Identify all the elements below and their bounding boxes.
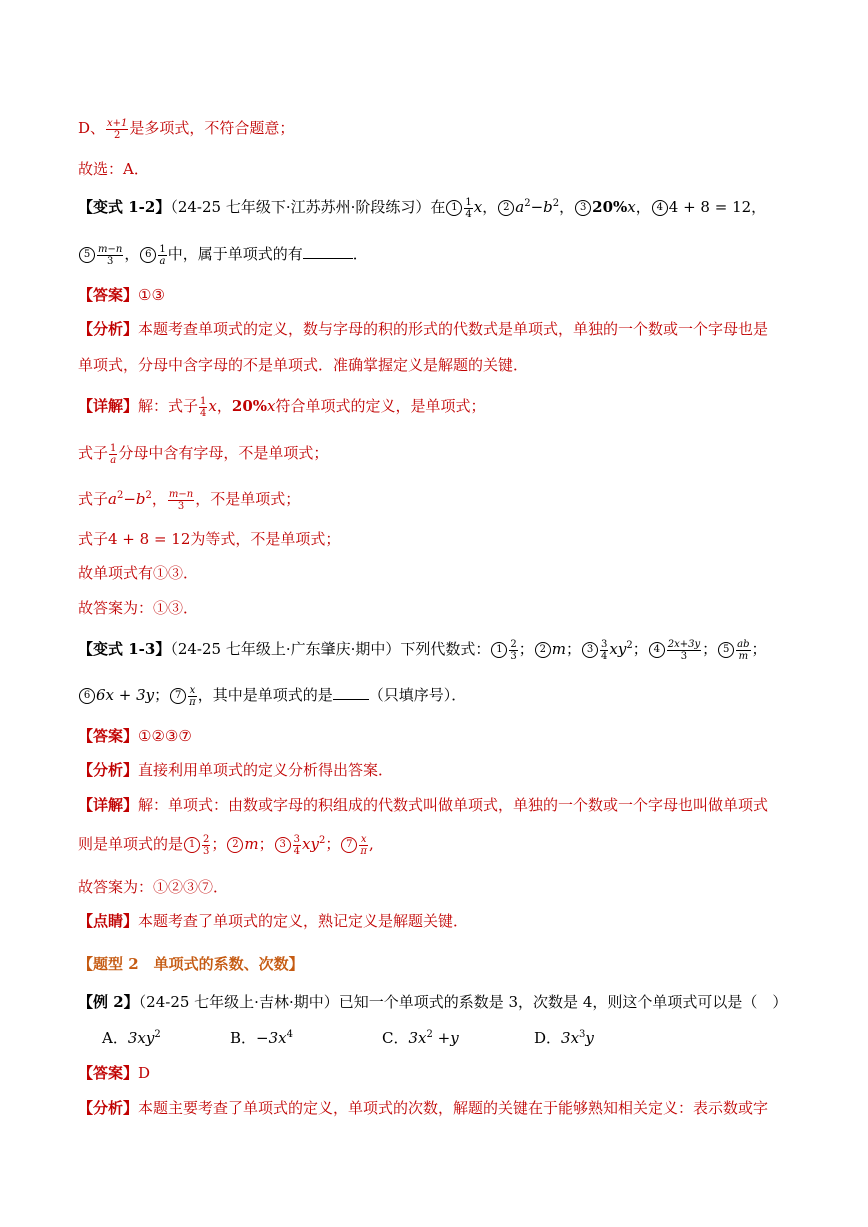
detail-1-2-line2: 式子 $\frac{1}{a}$ 分母中含有字母，不是单项式； xyxy=(78,442,329,466)
choose-line: 故选：A． xyxy=(78,160,149,178)
answer-1-2: 【答案】①③ xyxy=(78,286,165,304)
detail-1-2-line6: 故答案为：①③． xyxy=(78,599,199,617)
answer-blank xyxy=(303,244,353,259)
detail-1-2-line1: 【详解】解：式子 $\frac{1}{4}$ x，20%x符合单项式的定义，是单项式； xyxy=(78,395,486,419)
example-2-question: 【例 2】（24-25 七年级上·吉林·期中）已知一个单项式的系数是 3，次数是 4，则这个单项式可以是（ ） xyxy=(78,993,788,1011)
option-d-line xyxy=(78,117,798,141)
option-text: 是多项式，不符合题意； xyxy=(129,119,295,137)
source: （24-25 七年级下·江苏苏州·阶段练习） xyxy=(170,198,431,216)
option-c: C．$3x^2 +y$ xyxy=(382,1029,459,1047)
detail-1-3-line2: 则是单项式的是 1 $\frac{2}{3}$ ； 2 m； 3 $\frac{3}{4}$ $xy^2$； 7 $\frac{x}{\pi}$ , xyxy=(78,833,374,857)
option-label: D、 xyxy=(78,119,106,137)
variant-1-3-line1: 【变式 1-3】（24-25 七年级上·广东肇庆·期中）下列代数式： 1 $\frac{2}{3}$ ； 2 m； 3 $\frac{3}{4}$ $xy^2$； 4 $\frac{2x+3y}{3}$ ； 5 $\frac{ab}{m}$ ； xyxy=(78,638,767,662)
variant-1-2-line1: 【变式 1-2】（24-25 七年级下·江苏苏州·阶段练习）在 1 $\frac{1}{4}$ x， 2 $a^2-b^2$， 3 20%x， 4 4 + 8 = 12， xyxy=(78,196,767,220)
answer-2: 【答案】D xyxy=(78,1064,151,1082)
option-b: B．$-3x^4$ xyxy=(230,1029,293,1047)
variant-1-3-line2: 6 6x + 3y； 7 $\frac{x}{\pi}$ ，其中是单项式的是 （只填序号）． xyxy=(78,684,798,708)
detail-1-2-line4: 式子4 + 8 = 12为等式，不是单项式； xyxy=(78,530,341,548)
detail-1-2-line5: 故单项式有①③． xyxy=(78,564,199,582)
answer-1-3: 【答案】①②③⑦ xyxy=(78,727,192,745)
point-1-3: 【点睛】本题考查了单项式的定义，熟记定义是解题关键． xyxy=(78,912,469,930)
option-d: D．$3x^3y$ xyxy=(534,1029,594,1047)
section-heading-type-2: 【题型 2 单项式的系数、次数】 xyxy=(78,955,304,973)
analysis-1-2-line2: 单项式，分母中含字母的不是单项式．准确掌握定义是解题的关键． xyxy=(78,356,529,374)
analysis-2: 【分析】本题主要考查了单项式的定义，单项式的次数，解题的关键在于能够熟知相关定义：表示数或字 xyxy=(78,1099,769,1117)
detail-1-3-line3: 故答案为：①②③⑦． xyxy=(78,878,229,896)
detail-1-2-line3: 式子$a^2-b^2$， $\frac{m-n}{3}$ ，不是单项式； xyxy=(78,488,301,512)
analysis-1-3: 【分析】直接利用单项式的定义分析得出答案． xyxy=(78,761,394,779)
option-a: A．$3xy^2$ xyxy=(102,1029,161,1047)
variant-1-2-line2: 5 $\frac{m-n}{3}$ ， 6 $\frac{1}{a}$ 中，属于单项式的有 ． xyxy=(78,243,798,267)
fraction: $\frac{x+1}{2}$ xyxy=(107,117,128,141)
variant-label: 【变式 1-2】 xyxy=(78,198,171,216)
answer-blank xyxy=(333,685,369,700)
analysis-1-2-line1: 【分析】本题考查单项式的定义，数与字母的积的形式的代数式是单项式，单独的一个数或一个字母也是 xyxy=(78,320,769,338)
detail-1-3-line1: 【详解】解：单项式：由数或字母的积组成的代数式叫做单项式，单独的一个数或一个字母也叫做单项式 xyxy=(78,796,769,814)
